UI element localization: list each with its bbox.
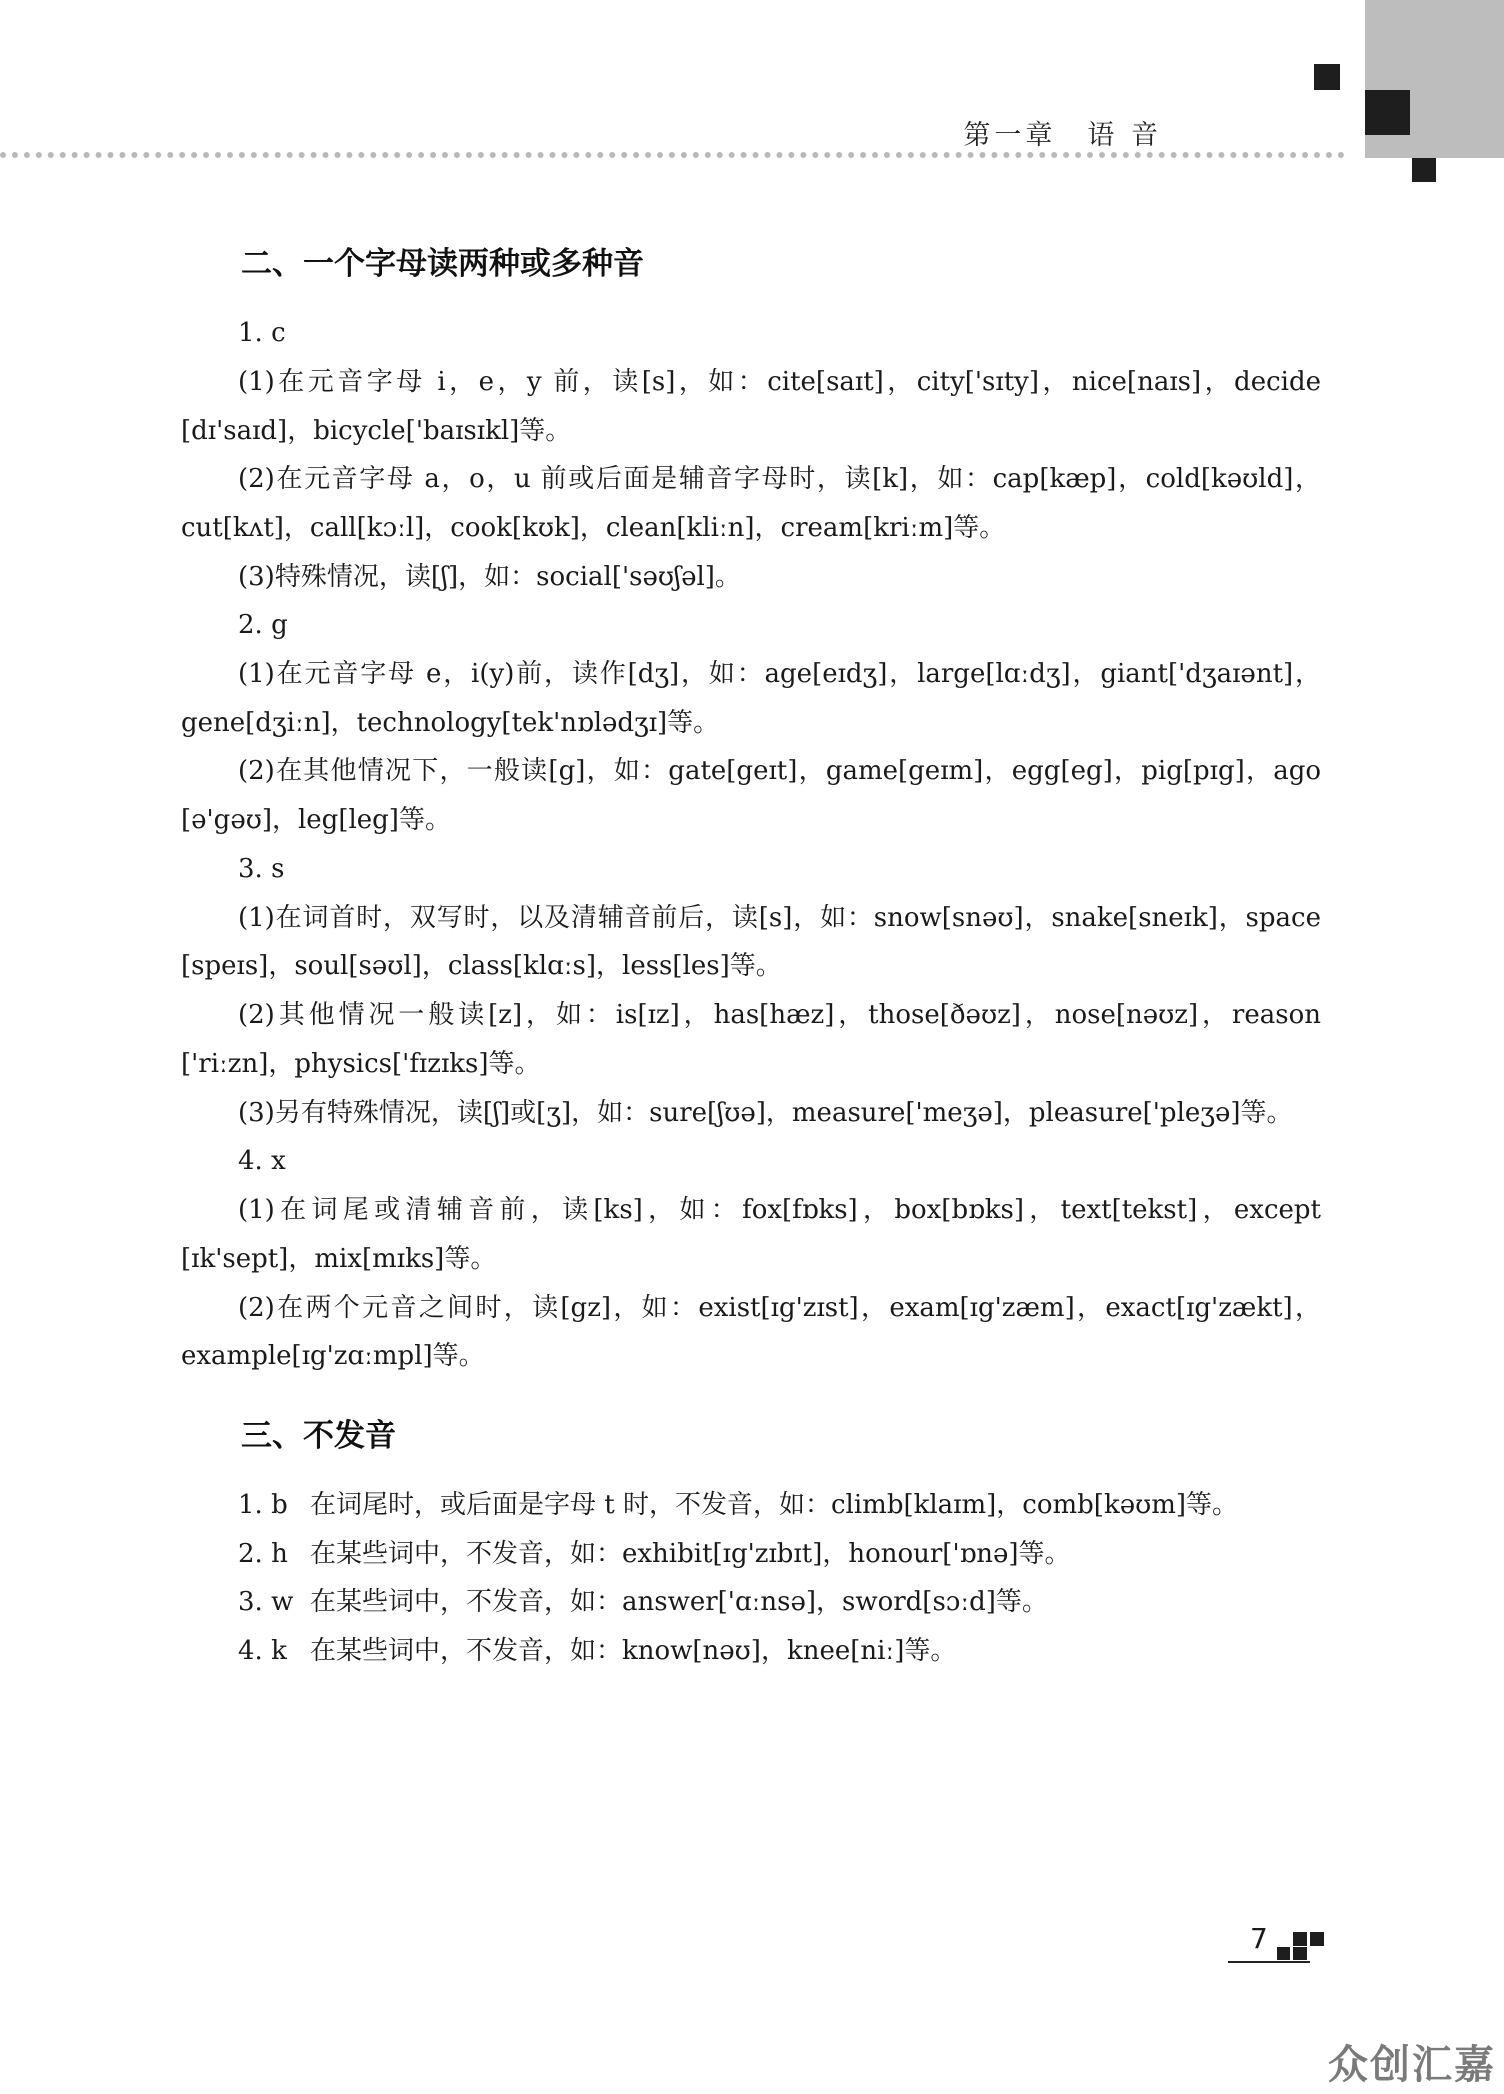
section-heading-3: 三、不发音 <box>241 1418 396 1454</box>
item-c: 1. c <box>238 318 286 348</box>
silent-text: 在某些词中，不发音，如：know[nəʊ]，knee[niː]等。 <box>310 1636 957 1666</box>
item-s: 3. s <box>238 854 285 884</box>
silent-item-k <box>238 1636 956 1666</box>
corner-square-3 <box>1412 158 1436 182</box>
silent-text: 在词尾时，或后面是字母 t 时，不发音，如：climb[klaɪm]，comb[kəʊm]等。 <box>310 1490 1239 1520</box>
rule-line: (2)在元音字母 a，o，u 前或后面是辅音字母时，读[k]，如：cap[kæp]，cold[kəʊld]， <box>238 464 1321 494</box>
rule-line: [speɪs]，soul[səʊl]，class[klɑːs]，less[les]等。 <box>181 951 782 981</box>
footer-square-4 <box>1310 1932 1324 1946</box>
rule-line: (1)在词尾或清辅音前，读[ks]，如：fox[fɒks]，box[bɒks]，text[tekst]，except <box>238 1195 1321 1225</box>
rule-line: [dɪ'saɪd]，bicycle['baɪsɪkl]等。 <box>181 416 572 446</box>
corner-square-2 <box>1365 90 1410 135</box>
page-number: 7 <box>1250 1922 1268 1955</box>
silent-tag: 4. k <box>238 1636 287 1666</box>
chapter-title: 第一章 语 音 <box>963 120 1162 151</box>
silent-item-w <box>238 1587 1048 1617</box>
rule-line: (1)在词首时，双写时，以及清辅音前后，读[s]，如：snow[snəʊ]，snake[sneɪk]，space <box>238 903 1321 933</box>
silent-tag: 1. b <box>238 1490 288 1520</box>
silent-tag: 2. h <box>238 1539 288 1569</box>
silent-text: 在某些词中，不发音，如：answer['ɑːnsə]，sword[sɔːd]等。 <box>310 1587 1048 1617</box>
header-dotted-rule <box>0 152 1345 158</box>
footer-square-3 <box>1293 1947 1307 1960</box>
silent-item-h <box>238 1539 1071 1569</box>
rule-line: gene[dʒiːn]，technology[tek'nɒlədʒɪ]等。 <box>181 708 720 738</box>
rule-line: (1)在元音字母 i，e，y 前，读[s]，如：cite[saɪt]，city['sɪty]，nice[naɪs]，decide <box>238 367 1321 397</box>
rule-line: (2)在两个元音之间时，读[gz]，如：exist[ɪg'zɪst]，exam[ɪg'zæm]，exact[ɪg'zækt]， <box>238 1293 1321 1323</box>
rule-line: (1)在元音字母 e，i(y)前，读作[dʒ]，如：age[eɪdʒ]，large[lɑːdʒ]，giant['dʒaɪənt]， <box>238 659 1321 689</box>
rule-line: (2)其他情况一般读[z]，如：is[ɪz]，has[hæz]，those[ðəʊz]，nose[nəʊz]，reason <box>238 1000 1321 1030</box>
page-number-underline <box>1228 1961 1310 1963</box>
rule-line: [ə'gəʊ]，leg[leg]等。 <box>181 805 451 835</box>
section-heading-2: 二、一个字母读两种或多种音 <box>241 246 644 282</box>
rule-line: ['riːzn]，physics['fɪzɪks]等。 <box>181 1049 541 1079</box>
silent-tag: 3. w <box>238 1587 294 1617</box>
item-x: 4. x <box>238 1146 286 1176</box>
rule-line: (3)另有特殊情况，读[ʃ]或[ʒ]，如：sure[ʃʊə]，measure['meʒə]，pleasure['pleʒə]等。 <box>238 1098 1293 1128</box>
rule-line: (3)特殊情况，读[ʃ]，如：social['səʊʃəl]。 <box>238 562 741 592</box>
corner-square-1 <box>1314 64 1340 90</box>
footer-square-2 <box>1293 1932 1307 1946</box>
watermark: 众创汇嘉 <box>1328 2042 1496 2088</box>
footer-square-1 <box>1277 1947 1290 1960</box>
rule-line: example[ɪg'zɑːmpl]等。 <box>181 1341 485 1371</box>
silent-text: 在某些词中，不发音，如：exhibit[ɪg'zɪbɪt]，honour['ɒnə]等。 <box>310 1539 1071 1569</box>
silent-item-b <box>238 1490 1238 1520</box>
item-g: 2. g <box>238 610 288 640</box>
rule-line: [ɪk'sept]，mix[mɪks]等。 <box>181 1244 497 1274</box>
rule-line: cut[kʌt]，call[kɔːl]，cook[kʊk]，clean[kliːn]，cream[kriːm]等。 <box>181 513 1006 543</box>
rule-line: (2)在其他情况下，一般读[g]，如：gate[geɪt]，game[geɪm]，egg[eg]，pig[pɪg]，ago <box>238 756 1321 786</box>
